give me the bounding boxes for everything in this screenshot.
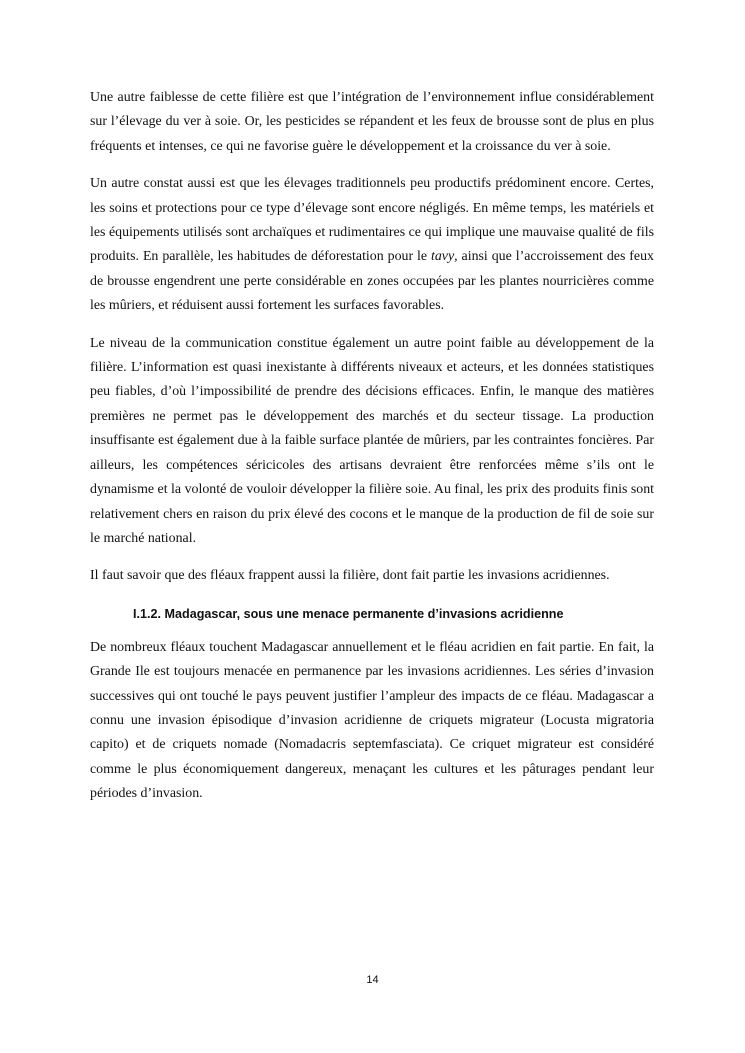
page-number: 14 [366,974,379,986]
paragraph-traditional-breeding [90,172,654,318]
paragraph-communication: Le niveau de la communication constitue également un autre point faible au développement de la filière. L’information est quasi inexistante à différents niveaux et acteurs, et les données statistiques peu fiables, d’où l’impossibilité de prendre des décisions efficaces. Enfin, le manque des matières premières ne permet pas le développement des marchés et du secteur tissage. La production insuffisante est également due à la faible surface plantée de mûriers, par les contraintes foncières. Par ailleurs, les compétences séricicoles des artisans devraient être renforcées même s’ils ont le dynamisme et la volonté de vouloir développer la filière soie. Au final, les prix des produits finis sont relativement chers en raison du prix élevé des cocons et le manque de la production de fil de soie sur le marché national. [90,335,654,546]
paragraph-text: Un autre constat aussi est que les élevages traditionnels peu productifs prédominent encore. Certes, les soins et protections pour ce type d’élevage sont encore négligés. En même temps, les matériels et les équipements utilisés sont archaïques et rudimentaires ce qui implique une mauvaise qualité de fils produits. En parallèle, les habitudes de déforestation pour le [90,176,654,265]
paragraph-scourges: Il faut savoir que des fléaux frappent aussi la filière, dont fait partie les invasions acridiennes. [90,568,610,584]
paragraph-text: , ainsi que l’accroissement des feux de brousse engendrent une perte considérable en zones occupées par les plantes nourricières comme les mûriers, et réduisent aussi fortement les surfaces favorables. [90,249,654,314]
paragraph-locust-invasions: De nombreux fléaux touchent Madagascar annuellement et le fléau acridien en fait partie. En fait, la Grande Ile est toujours menacée en permanence par les invasions acridiennes. Les séries d’invasion successives qui ont touché le pays peuvent justifier l’ampleur des impacts de ce fléau. Madagascar a connu une invasion épisodique d’invasion acridienne de criquets migrateur (Locusta migratoria capito) et de criquets nomade (Nomadacris septemfasciata). Ce criquet migrateur est considéré comme le plus économiquement dangereux, menaçant les cultures et les pâturages pendant leur périodes d’invasion. [90,639,654,802]
paragraph-environment-weakness: Une autre faiblesse de cette filière est que l’intégration de l’environnement influe considérablement sur l’élevage du ver à soie. Or, les pesticides se répandent et les feux de brousse sont de plus en plus fréquents et intenses, ce qui ne favorise guère le développement et la croissance du ver à soie. [90,90,654,154]
document-body [90,86,654,820]
section-heading: I.1.2. Madagascar, sous une menace permanente d’invasions acridienne [133,606,564,621]
italic-term-tavy: tavy [431,249,455,265]
